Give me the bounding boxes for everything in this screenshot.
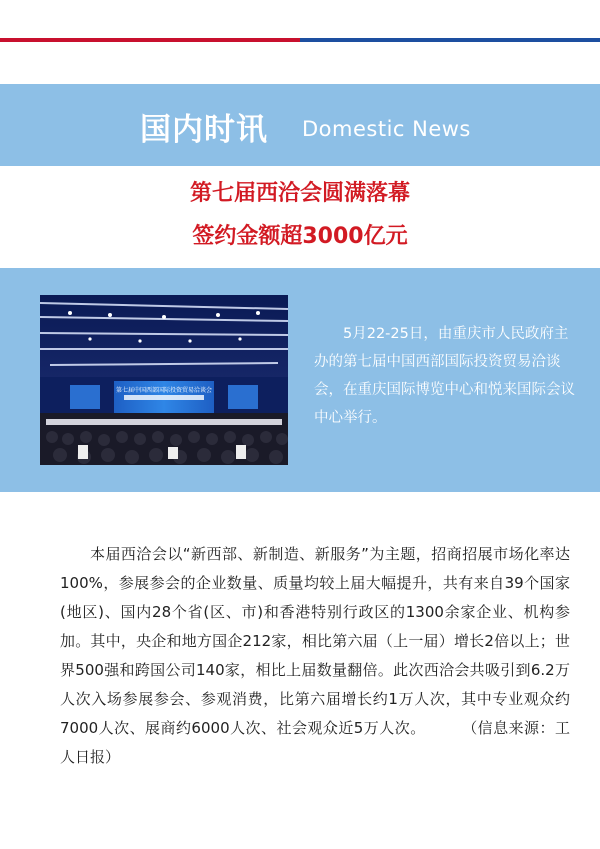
photo-screen-text: 第七届中国西部国际投资贸易洽谈会 xyxy=(115,387,213,394)
top-rule-red xyxy=(0,38,300,42)
headline-line-2: 签约金额超3000亿元 xyxy=(192,224,408,249)
section-title-cn: 国内时讯 xyxy=(140,112,268,148)
conference-hall-image xyxy=(40,295,288,465)
top-rule-blue xyxy=(300,38,600,42)
article-source: （信息来源：工人日报） xyxy=(60,719,570,766)
article-paragraph: 本届西洽会以“新西部、新制造、新服务”为主题，招商招展市场化率达100%，参展参会的企业数量、质量均较上届大幅提升，共有来自39个国家(地区)、国内28个省(区、市)和香港特别行政区的1300余家企业、机构参加。其中，央企和地方国企212家，相比第六届（上一届）增长2倍以上；世界500强和跨国公司140家，相比上届数量翻倍。此次西洽会共吸引到6.2万人次入场参展参会、参观消费，比第六届增长约1万人次，其中专业观众约7000人次、展商约6000人次、社会观众近5万人次。 xyxy=(60,545,570,737)
article-body xyxy=(60,540,570,772)
headline-line-1: 第七届西洽会圆满落幕 xyxy=(189,181,410,206)
photo-caption: 5月22-25日，由重庆市人民政府主办的第七届中国西部国际投资贸易洽谈会，在重庆国际博览中心和悦来国际会议中心举行。 xyxy=(314,326,575,426)
section-title-en: Domestic News xyxy=(302,117,471,141)
section-header-band xyxy=(0,84,600,166)
conference-photo xyxy=(40,295,288,465)
top-color-rule xyxy=(0,0,600,42)
